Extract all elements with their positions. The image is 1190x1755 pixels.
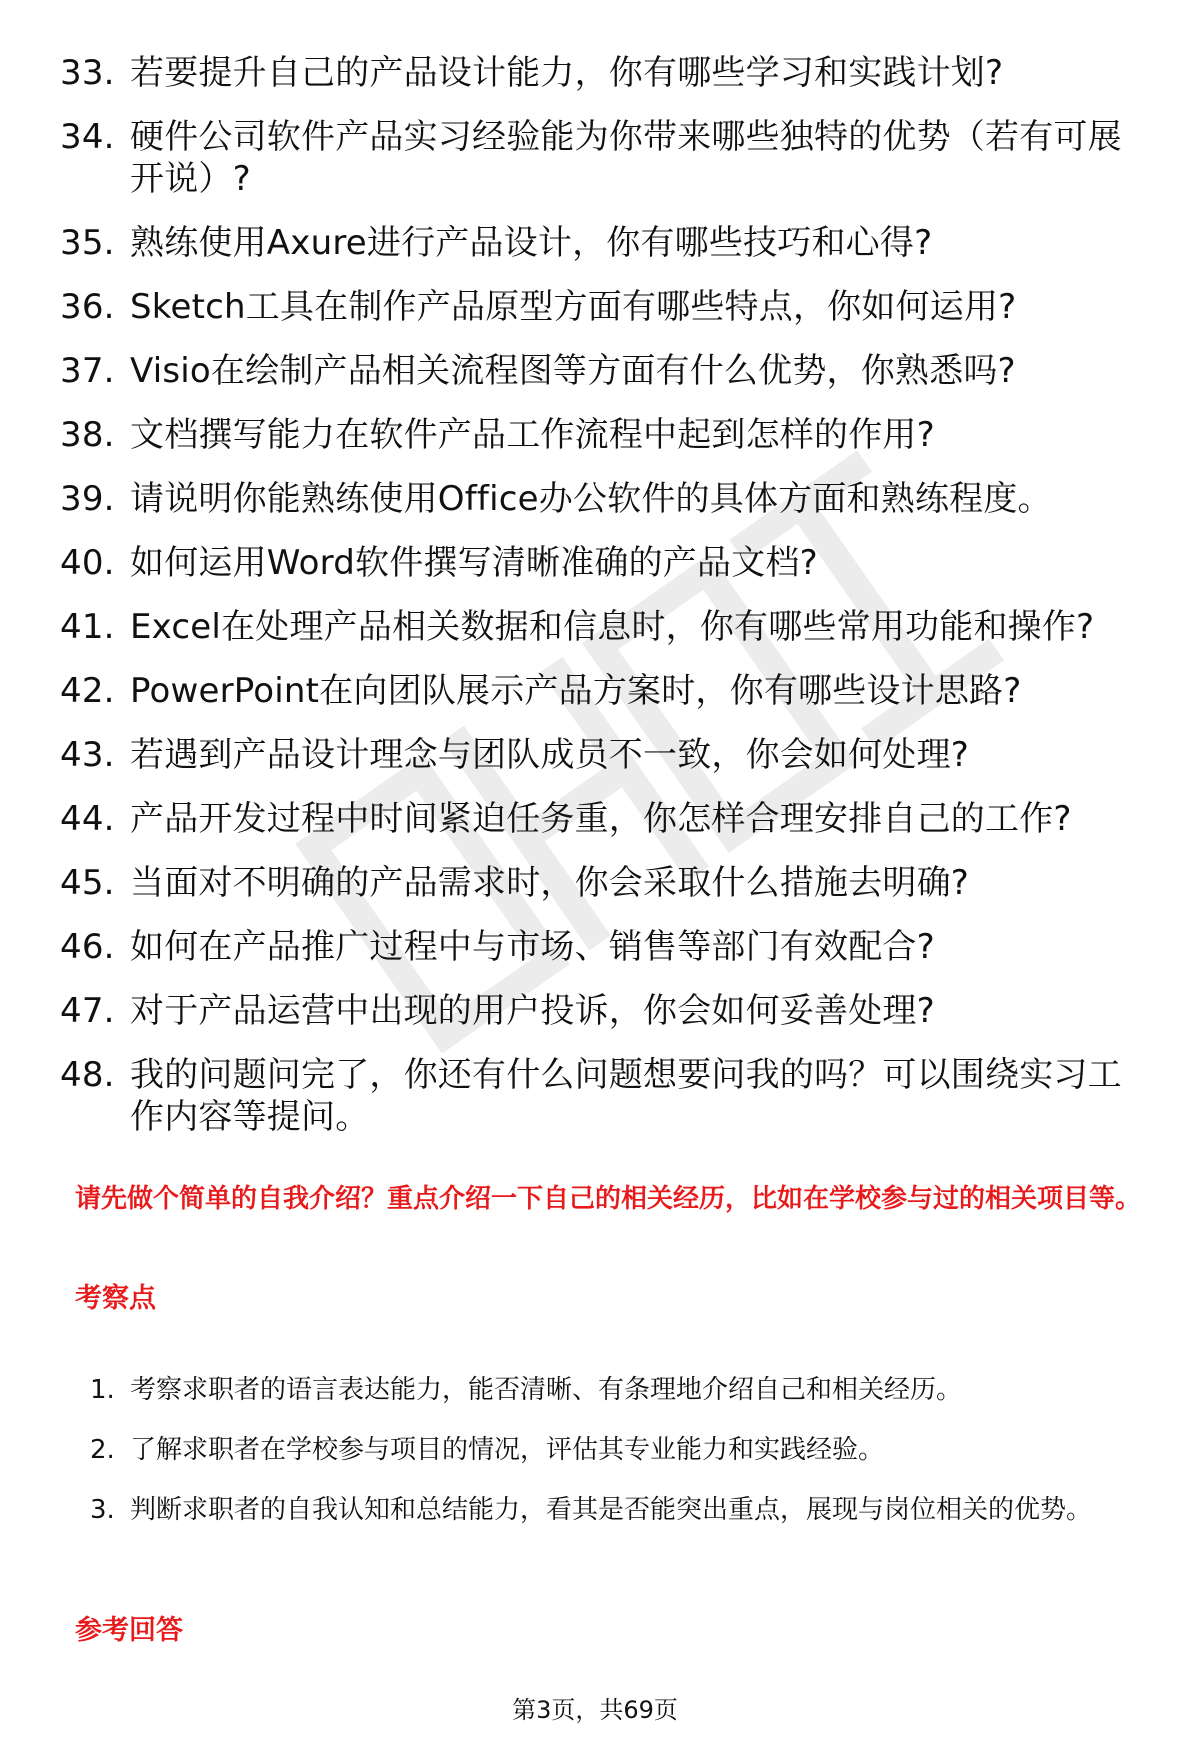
question-text: 对于产品运营中出现的用户投诉，你会如何妥善处理? <box>130 991 935 1031</box>
question-item <box>60 990 1150 1032</box>
question-item <box>60 116 1150 200</box>
question-item <box>60 414 1150 456</box>
question-text: 如何在产品推广过程中与市场、销售等部门有效配合? <box>130 927 935 967</box>
question-item <box>60 542 1150 584</box>
question-number: 35. <box>60 223 115 263</box>
question-text: Visio在绘制产品相关流程图等方面有什么优势，你熟悉吗? <box>130 351 1016 391</box>
point-item <box>90 1420 1165 1480</box>
point-number: 1. <box>90 1375 115 1405</box>
question-text: 我的问题问完了，你还有什么问题想要问我的吗？可以围绕实习工作内容等提问。 <box>130 1055 1122 1137</box>
point-number: 2. <box>90 1435 115 1465</box>
question-number: 39. <box>60 479 115 519</box>
question-number: 46. <box>60 927 115 967</box>
question-item <box>60 222 1150 264</box>
question-text: 若遇到产品设计理念与团队成员不一致，你会如何处理? <box>130 735 970 775</box>
reference-answer-heading: 参考回答 <box>75 1615 183 1646</box>
question-number: 47. <box>60 991 115 1031</box>
question-number: 33. <box>60 53 115 93</box>
point-text: 了解求职者在学校参与项目的情况，评估其专业能力和实践经验。 <box>130 1435 885 1465</box>
question-number: 45. <box>60 863 115 903</box>
kaochadian-points <box>90 1360 1165 1540</box>
question-text: 硬件公司软件产品实习经验能为你带来哪些独特的优势（若有可展开说）? <box>130 117 1122 199</box>
question-number: 40. <box>60 543 115 583</box>
point-number: 3. <box>90 1495 115 1525</box>
question-item <box>60 862 1150 904</box>
point-item <box>90 1360 1165 1420</box>
question-item <box>60 798 1150 840</box>
question-text: 熟练使用Axure进行产品设计，你有哪些技巧和心得? <box>130 223 933 263</box>
question-text: 文档撰写能力在软件产品工作流程中起到怎样的作用? <box>130 415 935 455</box>
page-footer: 第3页，共69页 <box>512 1696 678 1724</box>
question-number: 37. <box>60 351 115 391</box>
question-text: 如何运用Word软件撰写清晰准确的产品文档? <box>130 543 818 583</box>
question-number: 43. <box>60 735 115 775</box>
point-text: 判断求职者的自我认知和总结能力，看其是否能突出重点，展现与岗位相关的优势。 <box>130 1495 1093 1525</box>
question-text: 产品开发过程中时间紧迫任务重，你怎样合理安排自己的工作? <box>130 799 1072 839</box>
question-item <box>60 926 1150 968</box>
intro-question-heading: 请先做个简单的自我介绍？重点介绍一下自己的相关经历，比如在学校参与过的相关项目等。 <box>75 1184 1142 1214</box>
question-number: 38. <box>60 415 115 455</box>
kaochadian-heading: 考察点 <box>75 1283 156 1314</box>
point-item <box>90 1480 1165 1540</box>
question-number: 34. <box>60 117 115 157</box>
question-text: PowerPoint在向团队展示产品方案时，你有哪些设计思路? <box>130 671 1022 711</box>
question-item <box>60 350 1150 392</box>
question-list <box>60 52 1150 1160</box>
question-text: Sketch工具在制作产品原型方面有哪些特点，你如何运用? <box>130 287 1017 327</box>
question-number: 41. <box>60 607 115 647</box>
question-text: 当面对不明确的产品需求时，你会采取什么措施去明确? <box>130 863 970 903</box>
point-text: 考察求职者的语言表达能力，能否清晰、有条理地介绍自己和相关经历。 <box>130 1375 963 1405</box>
question-item <box>60 286 1150 328</box>
question-item <box>60 478 1150 520</box>
question-text: 若要提升自己的产品设计能力，你有哪些学习和实践计划? <box>130 53 1004 93</box>
question-item <box>60 52 1150 94</box>
question-item <box>60 1054 1150 1138</box>
question-item <box>60 670 1150 712</box>
question-number: 42. <box>60 671 115 711</box>
question-item <box>60 734 1150 776</box>
question-text: 请说明你能熟练使用Office办公软件的具体方面和熟练程度。 <box>130 479 1052 519</box>
question-number: 44. <box>60 799 115 839</box>
question-number: 36. <box>60 287 115 327</box>
question-text: Excel在处理产品相关数据和信息时，你有哪些常用功能和操作? <box>130 607 1095 647</box>
question-number: 48. <box>60 1055 115 1095</box>
question-item <box>60 606 1150 648</box>
